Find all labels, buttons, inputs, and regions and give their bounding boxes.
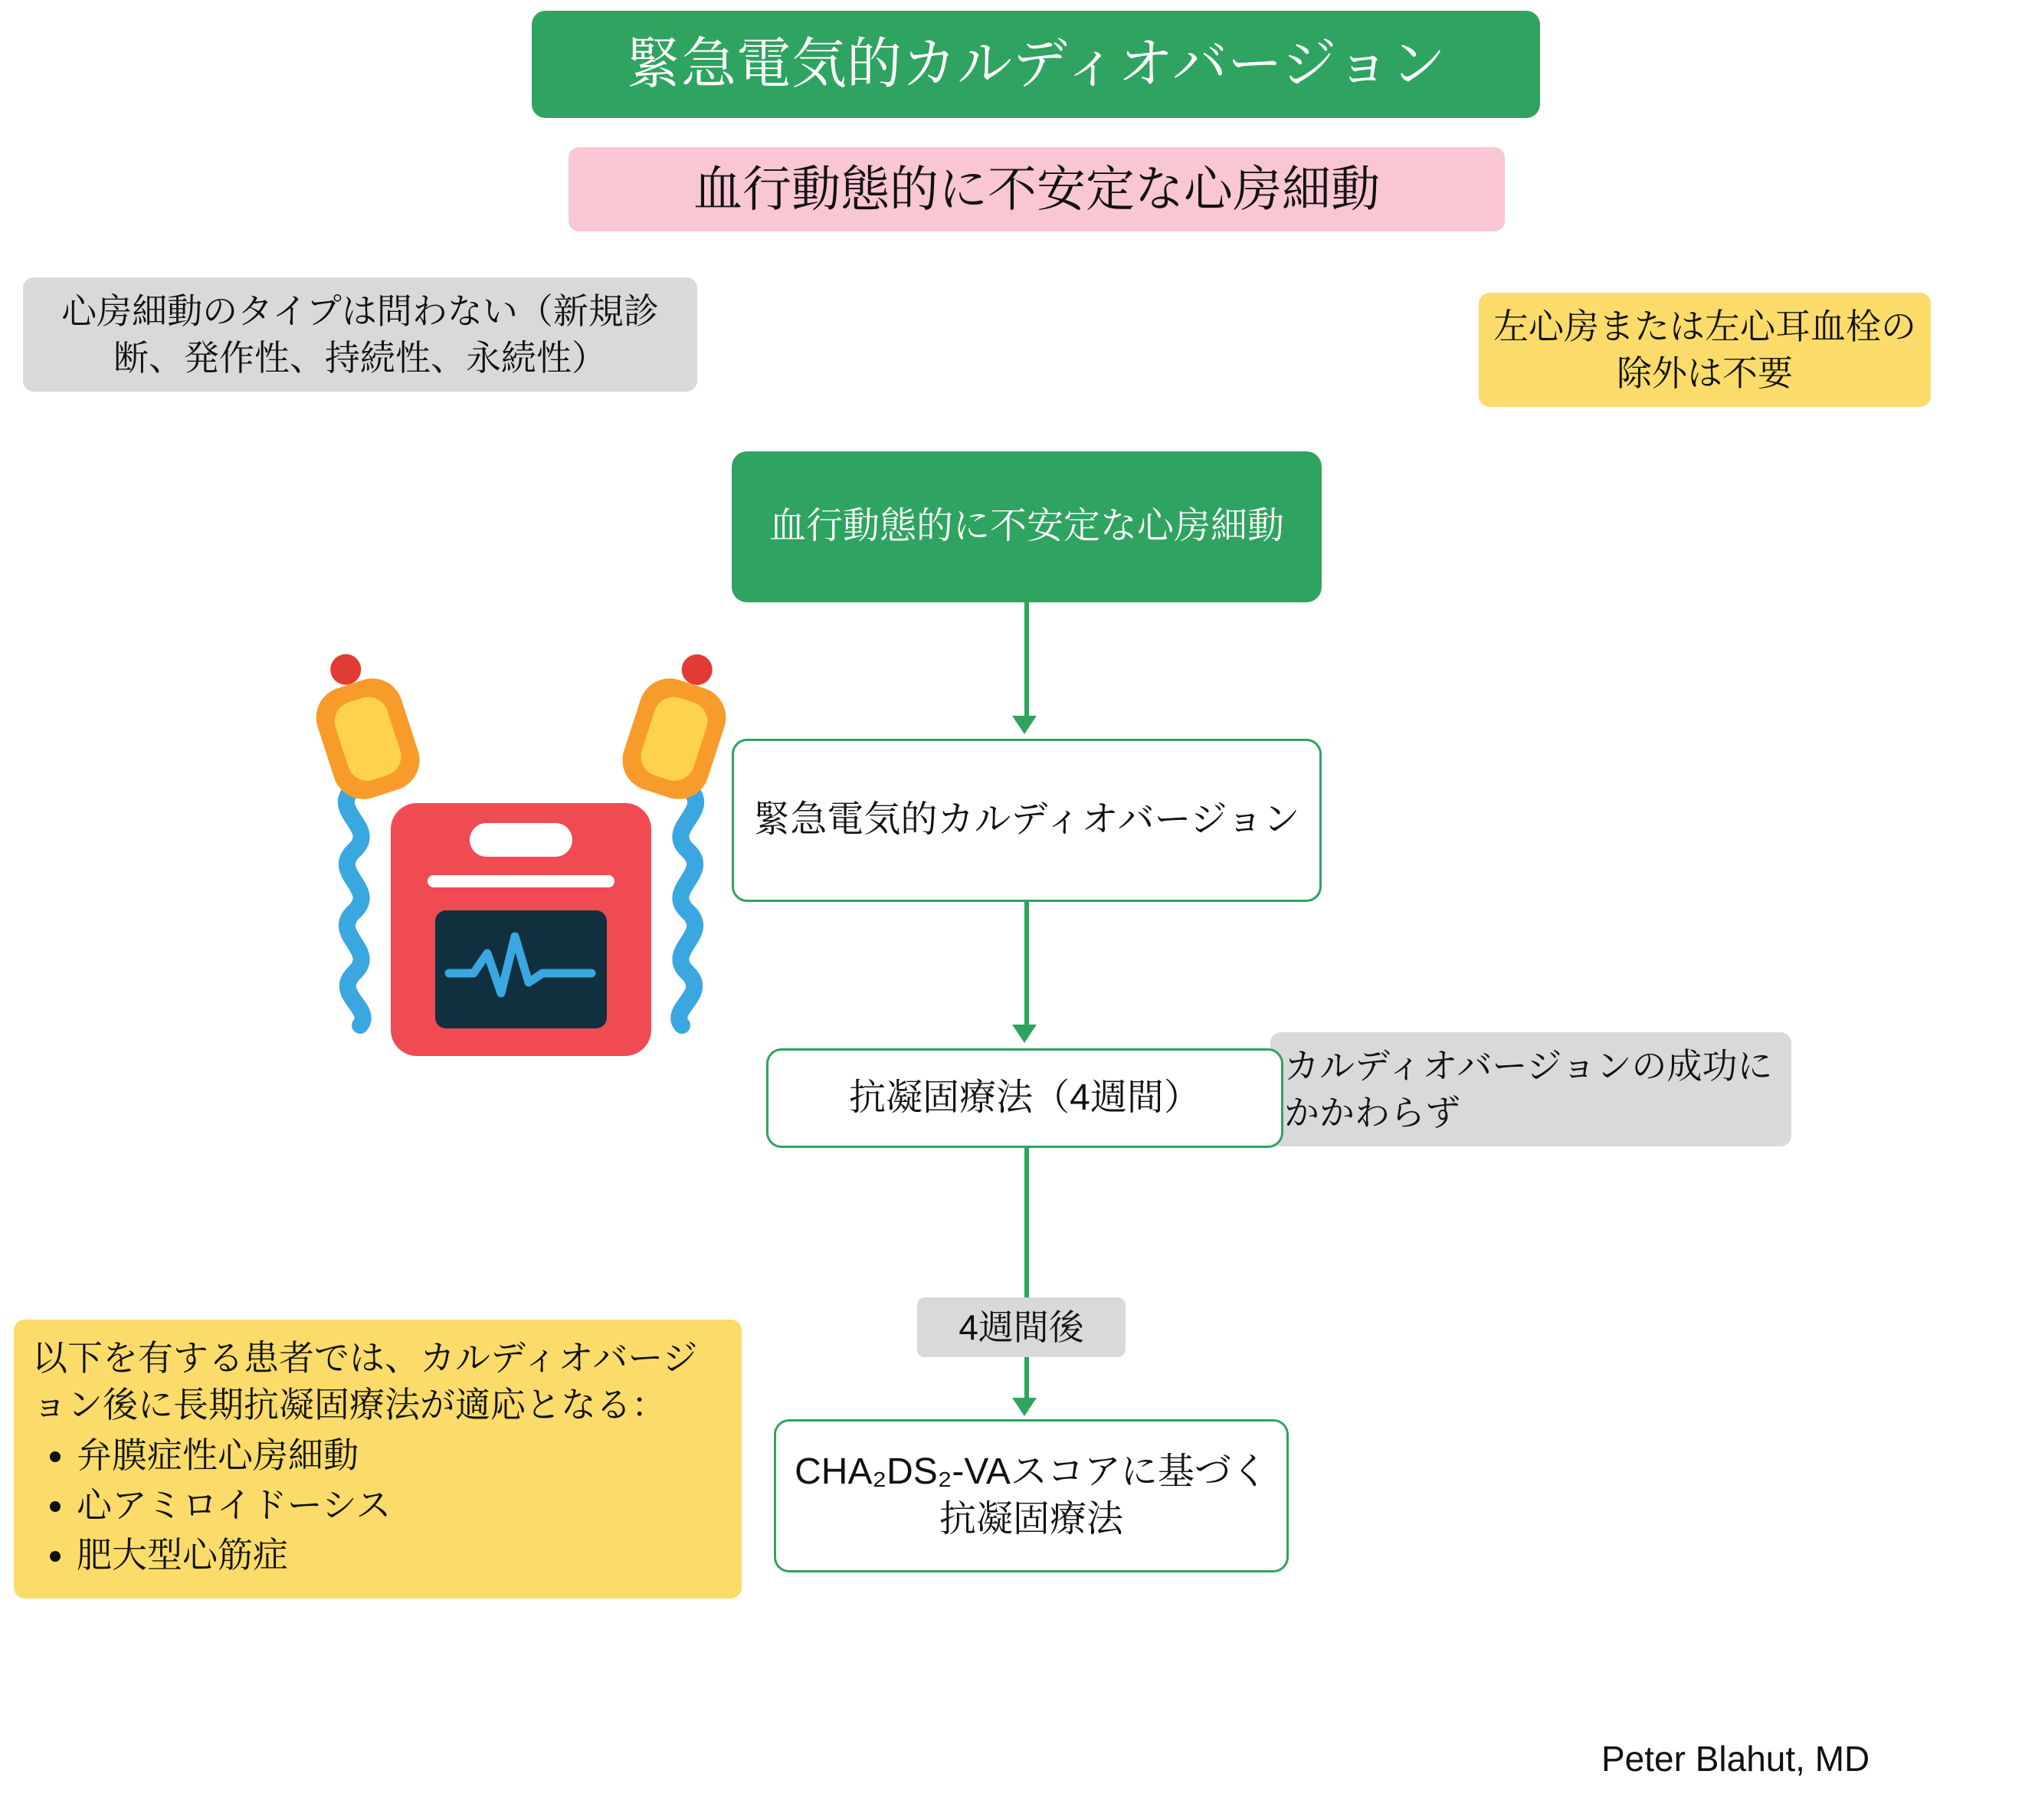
flow-node-unstable-af: 血行動態的に不安定な心房細動 (732, 451, 1322, 602)
arrow-head-icon (1012, 716, 1037, 734)
note-af-type: 心房細動のタイプは問わない（新規診断、発作性、持続性、永続性） (23, 277, 697, 392)
flow-node-emergency-cardioversion: 緊急電気的カルディオバージョン (732, 739, 1322, 902)
author-credit: Peter Blahut, MD (1601, 1739, 1870, 1779)
arrow-anticoagulation-to-score (1024, 1148, 1029, 1398)
edge-label-after-4-weeks: 4週間後 (917, 1297, 1126, 1357)
list-item: • 心アミロイドーシス (77, 1482, 723, 1529)
list-item: • 肥大型心筋症 (77, 1532, 723, 1579)
page-subtitle: 血行動態的に不安定な心房細動 (569, 147, 1505, 231)
note-long-term-intro: 以下を有する患者では、カルディオバージョン後に長期抗凝固療法が適応となる： (32, 1338, 698, 1425)
arrow-unstable-to-cardioversion (1024, 602, 1029, 716)
list-item: • 弁膜症性心房細動 (77, 1432, 723, 1479)
page-title: 緊急電気的カルディオバージョン (532, 11, 1540, 118)
arrow-head-icon (1012, 1398, 1037, 1416)
defibrillator-icon (306, 636, 736, 1065)
flow-node-anticoagulation-4weeks: 抗凝固療法（4週間） (766, 1048, 1283, 1148)
note-long-term-list (32, 1432, 723, 1578)
note-regardless-of-success: カルディオバージョンの成功にかかわらず (1270, 1032, 1791, 1146)
arrow-head-icon (1012, 1025, 1037, 1043)
note-thrombus-exclusion: 左心房または左心耳血栓の除外は不要 (1479, 293, 1931, 407)
note-long-term-anticoagulation (14, 1320, 742, 1599)
arrow-cardioversion-to-anticoagulation (1024, 902, 1029, 1025)
flow-node-score-based-anticoagulation: CHA₂DS₂-VAスコアに基づく抗凝固療法 (774, 1419, 1289, 1572)
